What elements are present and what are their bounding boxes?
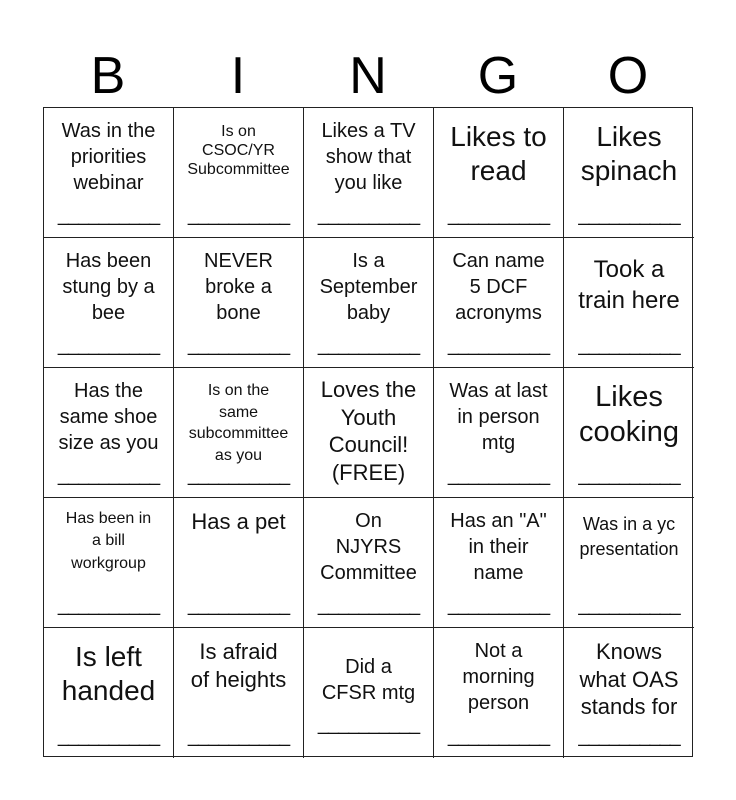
bingo-cell[interactable] <box>304 628 434 758</box>
cell-text: Not a morning person <box>462 640 535 714</box>
cell-text: Is afraid of heights <box>190 639 287 692</box>
cell-text: Can name 5 DCF acronyms <box>452 250 545 324</box>
bingo-cell[interactable] <box>174 368 304 498</box>
cell-text: Knows what OAS stands for <box>579 639 679 719</box>
bingo-cell[interactable] <box>174 108 304 238</box>
signature-line: __________ <box>57 334 160 356</box>
cell-text: Loves the Youth Council! (FREE) <box>320 377 417 485</box>
signature-line: __________ <box>317 594 420 616</box>
signature-line: __________ <box>447 464 550 486</box>
cell-text: Is left handed <box>61 641 156 707</box>
bingo-cell[interactable] <box>44 628 174 758</box>
bingo-cell[interactable] <box>564 108 694 238</box>
cell-text: Likes a TV show that you like <box>321 120 416 194</box>
cell-text: Took a train here <box>578 256 680 315</box>
signature-line: __________ <box>578 464 680 486</box>
signature-line: __________ <box>578 204 680 226</box>
bingo-cell[interactable] <box>174 628 304 758</box>
cell-text: Was at last in person mtg <box>449 380 548 454</box>
bingo-cell[interactable] <box>564 628 694 758</box>
bingo-cell[interactable] <box>44 498 174 628</box>
signature-line: __________ <box>317 334 420 356</box>
signature-line: __________ <box>187 594 290 616</box>
cell-text: Is a September baby <box>319 250 418 324</box>
bingo-cell[interactable] <box>564 368 694 498</box>
signature-line: __________ <box>317 713 420 735</box>
signature-line: __________ <box>187 334 290 356</box>
cell-text: Is on the same subcommittee as you <box>188 382 289 464</box>
bingo-cell[interactable] <box>44 368 174 498</box>
signature-line: __________ <box>578 594 680 616</box>
signature-line: __________ <box>187 725 290 747</box>
bingo-cell[interactable] <box>304 108 434 238</box>
bingo-cell[interactable] <box>44 108 174 238</box>
cell-text: Has been in a bill workgroup <box>65 510 152 572</box>
header-letter-o: O <box>607 47 649 105</box>
cell-text: Is on CSOC/YR Subcommittee <box>187 123 290 179</box>
signature-line: __________ <box>578 334 680 356</box>
signature-line: __________ <box>57 204 160 226</box>
bingo-cell[interactable] <box>434 498 564 628</box>
signature-line: __________ <box>447 594 550 616</box>
signature-line: __________ <box>187 204 290 226</box>
bingo-cell[interactable] <box>434 238 564 368</box>
bingo-cell[interactable] <box>434 628 564 758</box>
cell-text: Has a pet <box>191 509 286 534</box>
bingo-cell[interactable] <box>174 238 304 368</box>
signature-line: __________ <box>187 464 290 486</box>
signature-line: __________ <box>447 725 550 747</box>
cell-text: Likes spinach <box>580 121 678 187</box>
signature-line: __________ <box>578 725 680 747</box>
bingo-cell[interactable] <box>174 498 304 628</box>
signature-line: __________ <box>447 204 550 226</box>
header-letter-n: N <box>349 47 387 105</box>
cell-text: Has the same shoe size as you <box>58 380 159 454</box>
cell-text: Has been stung by a bee <box>62 250 155 324</box>
bingo-cell[interactable] <box>564 238 694 368</box>
cell-text: On NJYRS Committee <box>320 510 417 584</box>
bingo-cell[interactable] <box>434 368 564 498</box>
bingo-header <box>43 44 693 108</box>
cell-text: Was in a yc presentation <box>579 514 679 560</box>
bingo-cell[interactable] <box>564 498 694 628</box>
bingo-cell[interactable] <box>44 238 174 368</box>
bingo-cell[interactable] <box>304 368 434 498</box>
bingo-cell[interactable] <box>434 108 564 238</box>
signature-line: __________ <box>57 594 160 616</box>
cell-text: Likes to read <box>450 121 547 187</box>
bingo-card-grid <box>43 107 693 757</box>
signature-line: __________ <box>447 334 550 356</box>
cell-text: NEVER broke a bone <box>204 250 273 324</box>
signature-line: __________ <box>57 464 160 486</box>
cell-text: Was in the priorities webinar <box>61 120 156 194</box>
cell-text: Has an "A" in their name <box>450 510 547 584</box>
header-letter-b: B <box>90 47 126 105</box>
header-letter-g: G <box>477 47 519 105</box>
cell-text: Did a CFSR mtg <box>321 656 416 704</box>
bingo-cell[interactable] <box>304 238 434 368</box>
bingo-cell[interactable] <box>304 498 434 628</box>
signature-line: __________ <box>57 725 160 747</box>
cell-text: Likes cooking <box>579 381 679 449</box>
signature-line: __________ <box>317 204 420 226</box>
header-letter-i: I <box>230 47 246 105</box>
